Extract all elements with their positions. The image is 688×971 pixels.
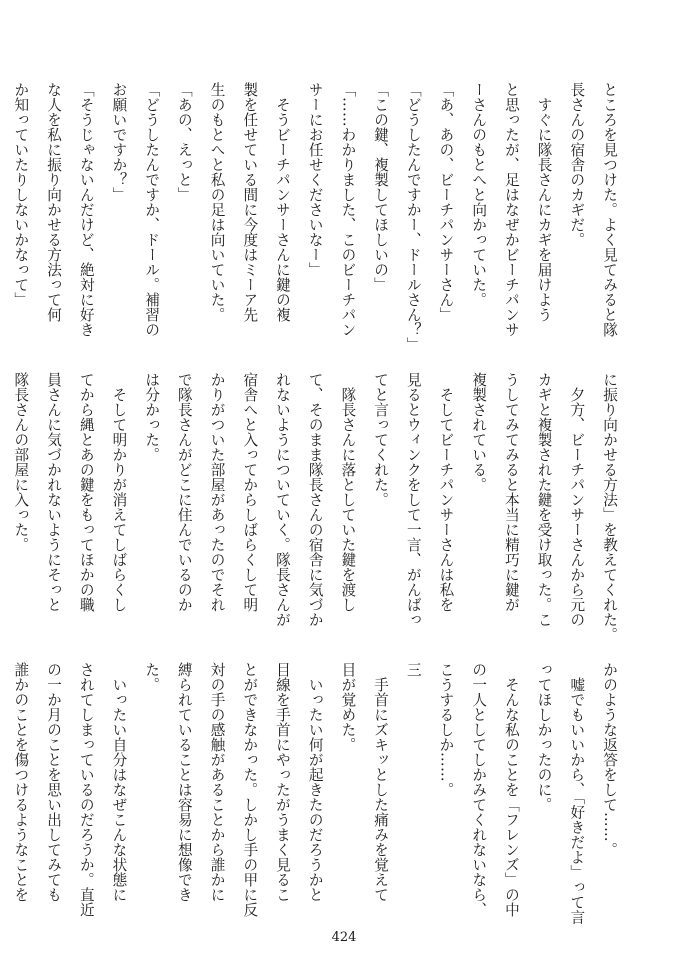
text-line: の一人としてしかみてくれないなら、 bbox=[470, 662, 488, 917]
text-line: 生のもとへと私の足は向いていた。 bbox=[208, 82, 226, 322]
text-line: ところを見つけた。よく見てみると隊 bbox=[601, 82, 618, 337]
text-line: かのような返答をして……。 bbox=[601, 662, 618, 857]
text-line: お願いですか？」 bbox=[110, 82, 128, 202]
text-line: 「あの、えっと」 bbox=[175, 82, 193, 202]
text-line: かりがついた部屋があったのでそれ bbox=[208, 372, 226, 612]
text-line: うしてみてみると本当に精巧に鍵が bbox=[502, 372, 520, 612]
text-line: とができなかった。しかし手の甲に反 bbox=[241, 662, 259, 917]
text-line: 員さんに気づかれないようにそっと bbox=[45, 372, 63, 612]
text-line: ーさんのもとへと向かっていた。 bbox=[470, 82, 488, 307]
text-line: てから縄とあの鍵をもってほかの職 bbox=[77, 372, 95, 612]
text-line: そんな私のことを「フレンズ」の中 bbox=[502, 662, 520, 917]
text-column-block-middle bbox=[12, 372, 625, 642]
text-line: 製を任せている間に今度はミーア先 bbox=[241, 82, 259, 322]
text-line: 隊長さんに落としていた鍵を渡し bbox=[339, 372, 357, 612]
text-line: と思ったが、足はなぜかビーチパンサ bbox=[502, 82, 520, 337]
text-line: そして明かりが消えてしばらくし bbox=[110, 372, 128, 612]
text-line: そうビーチパンサーさんに鍵の複 bbox=[273, 82, 291, 322]
text-line: いったい何が起きたのだろうかと bbox=[306, 662, 324, 902]
text-line: 隊長さんの部屋に入った。 bbox=[12, 372, 30, 552]
text-line: で隊長さんがどこに住んでいるのか bbox=[175, 372, 193, 612]
text-line: は分かった。 bbox=[143, 372, 161, 462]
text-line: カギと複製された鍵を受け取った。こ bbox=[535, 372, 553, 627]
text-line: てと言ってくれた。 bbox=[372, 372, 390, 507]
text-line: 手首にズキッとした痛みを覚えて bbox=[372, 662, 390, 902]
text-line: 「この鍵、複製してほしいの」 bbox=[372, 82, 390, 292]
text-line: 「どうしたんですか、ドール。補習の bbox=[143, 82, 161, 337]
text-line: 縛られていることは容易に想像でき bbox=[175, 662, 193, 902]
text-line: 夕方、ビーチパンサーさんから元の bbox=[568, 372, 586, 627]
text-line bbox=[0, 372, 4, 635]
text-line: 「どうしたんですかー、ドールさん？」 bbox=[404, 82, 422, 352]
text-line: 長さんの宿舎のカギだ。 bbox=[568, 82, 586, 247]
text-line: そしてビーチパンサーさんは私を bbox=[437, 372, 455, 612]
text-line: た。 bbox=[143, 662, 161, 692]
text-line: れないようについていく。隊長さんが bbox=[273, 372, 291, 627]
text-line: されてしまっているのだろうか。直近 bbox=[77, 662, 95, 917]
text-line: て、そのまま隊長さんの宿舎に気づか bbox=[306, 372, 324, 627]
text-line: 三 bbox=[404, 662, 422, 677]
text-line: すぐに隊長さんにカギを届けよう bbox=[535, 82, 553, 322]
text-line: 対の手の感触があることから誰かに bbox=[208, 662, 226, 902]
text-line: 誰かのことを傷つけるようなことを bbox=[12, 662, 30, 902]
text-line: いったい自分はなぜこんな状態に bbox=[110, 662, 128, 902]
text-line: 目が覚めた。 bbox=[339, 662, 357, 752]
text-line: ってほしかったのに。 bbox=[535, 662, 553, 812]
text-line: に振り向かせる方法」を教えてくれた。 bbox=[601, 372, 618, 642]
text-line: か知っていたりしないかなって」 bbox=[12, 82, 30, 307]
page-number: 424 bbox=[331, 930, 357, 945]
text-line: 複製されている。 bbox=[470, 372, 488, 492]
text-column-block-upper bbox=[12, 82, 625, 352]
text-line: 見るとウィンクをして一言、がんばっ bbox=[404, 372, 422, 627]
text-line: 「……わかりました、このビーチパン bbox=[339, 82, 357, 337]
text-line: 「そうじゃないんだけど、絶対に好き bbox=[77, 82, 95, 337]
text-line: 嘘でもいいから、「好きだよ」って言 bbox=[568, 662, 586, 925]
text-line: の一か月のことを思い出してみても bbox=[45, 662, 63, 902]
text-line bbox=[0, 662, 4, 925]
text-line: こうするしか……。 bbox=[437, 662, 455, 797]
text-line: 目線を手首にやったがうまく見るこ bbox=[273, 662, 291, 902]
text-line: サーにお任せくださいなー」 bbox=[306, 82, 324, 277]
text-column-block-lower bbox=[12, 662, 625, 925]
text-line: 宿舎へと入ってからしばらくして明 bbox=[241, 372, 259, 612]
text-line: な人を私に振り向かせる方法って何 bbox=[45, 82, 63, 322]
text-line: 「あ、あの、ビーチパンサーさん」 bbox=[437, 82, 455, 322]
